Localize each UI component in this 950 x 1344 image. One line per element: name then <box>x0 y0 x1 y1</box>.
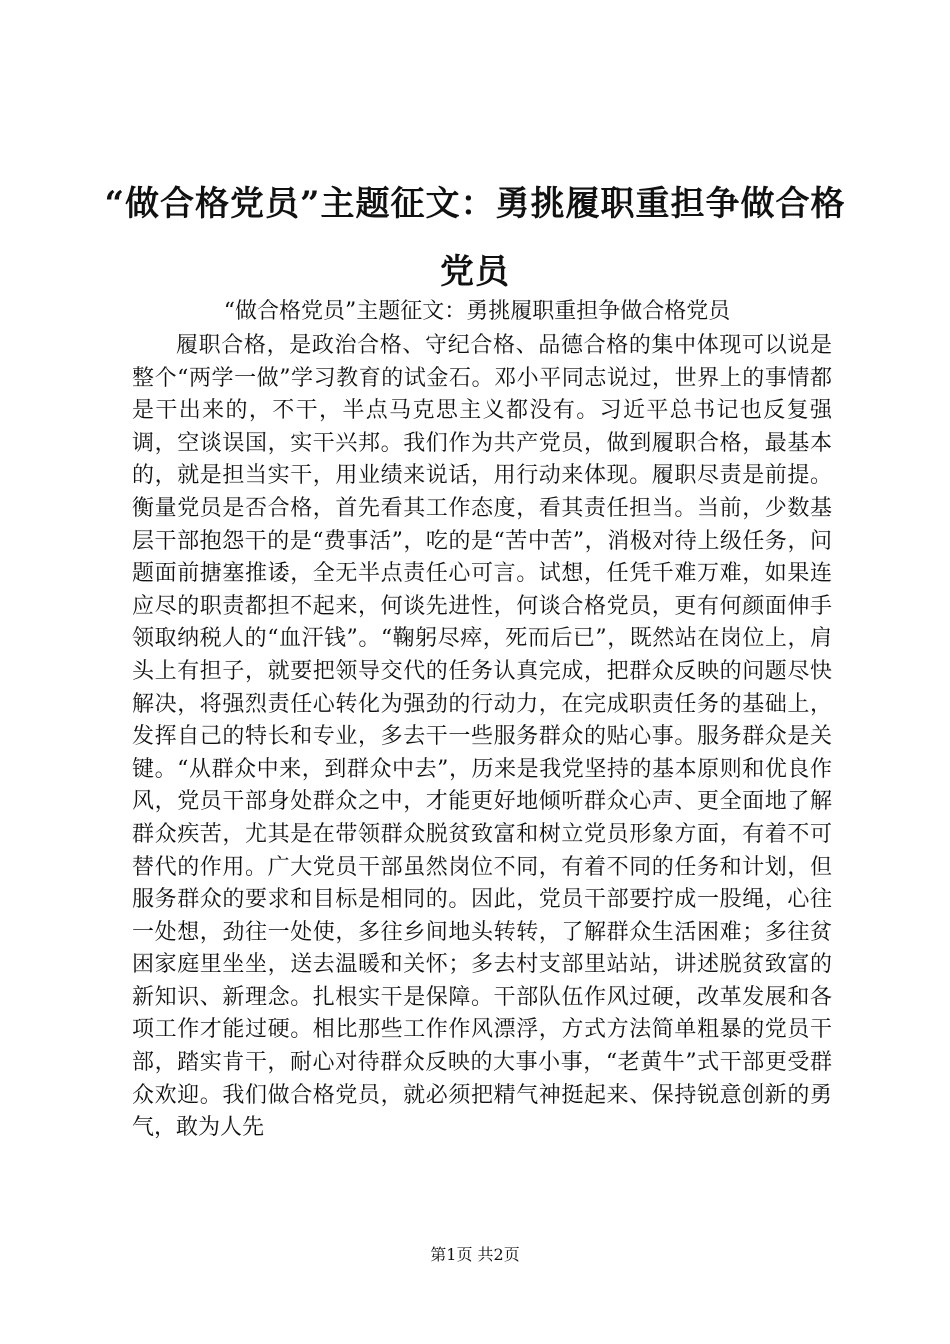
page-number: 第1页 共2页 <box>430 1245 520 1264</box>
document-body: 履职合格，是政治合格、守纪合格、品德合格的集中体现可以说是整个“两学一做”学习教育的试金石。邓小平同志说过，世界上的事情都是干出来的，不干，半点马克思主义都没有。习近平总书记也反复强调，空谈误国，实干兴邦。我们作为共产党员，做到履职合格，最基本的，就是担当实干，用业绩来说话，用行动来体现。履职尽责是前提。衡量党员是否合格，首先看其工作态度，看其责任担当。当前，少数基层干部抱怨干的是“费事活”，吃的是“苦中苦”，消极对待上级任务，问题面前搪塞推诿，全无半点责任心可言。试想，任凭千难万难，如果连应尽的职责都担不起来，何谈先进性，何谈合格党员，更有何颜面伸手领取纳税人的“血汗钱”。“鞠躬尽瘁，死而后已”，既然站在岗位上，肩头上有担子，就要把领导交代的任务认真完成，把群众反映的问题尽快解决，将强烈责任心转化为强劲的行动力，在完成职责任务的基础上，发挥自己的特长和专业，多去干一些服务群众的贴心事。服务群众是关键。“从群众中来，到群众中去”，历来是我党坚持的基本原则和优良作风，党员干部身处群众之中，才能更好地倾听群众心声、更全面地了解群众疾苦，尤其是在带领群众脱贫致富和树立党员形象方面，有着不可替代的作用。广大党员干部虽然岗位不同，有着不同的任务和计划，但服务群众的要求和目标是相同的。因此，党员干部要拧成一股绳，心往一处想，劲往一处使，多往乡间地头转转，了解群众生活困难；多往贫困家庭里坐坐，送去温暖和关怀；多去村支部里站站，讲述脱贫致富的新知识、新理念。扎根实干是保障。干部队伍作风过硬，改革发展和各项工作才能过硬。相比那些工作作风漂浮，方式方法简单粗暴的党员干部，踏实肯干，耐心对待群众反映的大事小事，“老黄牛”式干部更受群众欢迎。我们做合格党员，就必须把精气神挺起来、保持锐意创新的勇气，敢为人先 <box>132 333 832 1141</box>
document-subtitle: “做合格党员”主题征文：勇挑履职重担争做合格党员 <box>223 299 731 324</box>
document-title: “做合格党员”主题征文：勇挑履职重担争做合格党员 <box>104 184 846 292</box>
